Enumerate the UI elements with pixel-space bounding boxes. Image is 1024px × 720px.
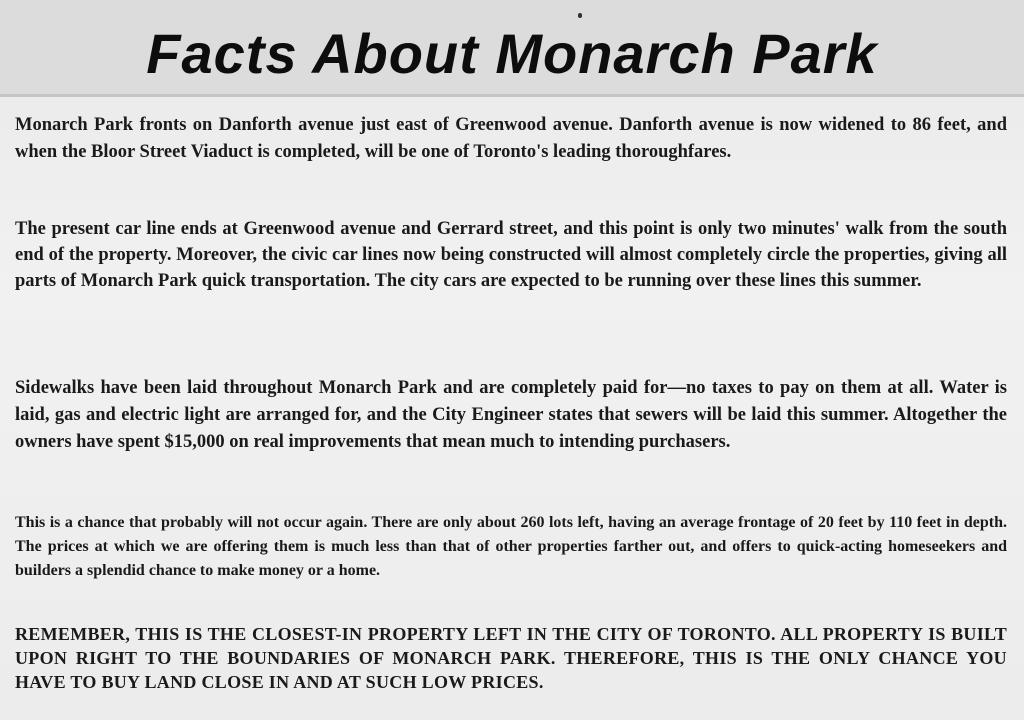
paragraph-remember: REMEMBER, THIS IS THE CLOSEST-IN PROPERTY LEFT IN THE CITY OF TORONTO. ALL PROPERTY IS BUILT UPON RIGHT TO THE BOUNDARIES OF MONARCH PARK. THEREFORE, THIS IS THE ONLY CHANCE YOU HAVE TO BUY LAND CLOSE IN AND AT SUCH LOW PRICES. xyxy=(15,624,1007,692)
print-speck xyxy=(578,13,582,18)
page-title: Facts About Monarch Park xyxy=(146,22,878,85)
paragraph-location: Monarch Park fronts on Danforth avenue just east of Greenwood avenue. Danforth avenue is now widened to 86 feet, and when the Bloor Street Viaduct is completed, will be one of Toronto's leading thoroughfares. xyxy=(15,115,1007,162)
paragraph-improvements: Sidewalks have been laid throughout Monarch Park and are completely paid for—no taxes to pay on them at all. Water is laid, gas and electric light are arranged for, and the City Engineer states that sewers will be laid this summer. Altogether the owners have spent $15,000 on real improvements that mean much to intending purchasers. xyxy=(15,378,1007,452)
paragraph-lots-offer: This is a chance that probably will not occur again. There are only about 260 lots left, having an average frontage of 20 feet by 110 feet in depth. The prices at which we are offering them is much less than that of other properties farther out, and offers to quick-acting homeseekers and builders a splendid chance to make money or a home. xyxy=(15,514,1007,579)
paragraph-transportation: The present car line ends at Greenwood avenue and Gerrard street, and this point is only two minutes' walk from the south end of the property. Moreover, the civic car lines now being constructed will almost completely circle the properties, giving all parts of Monarch Park quick transportation. The city cars are expected to be running over these lines this summer. xyxy=(15,219,1007,291)
